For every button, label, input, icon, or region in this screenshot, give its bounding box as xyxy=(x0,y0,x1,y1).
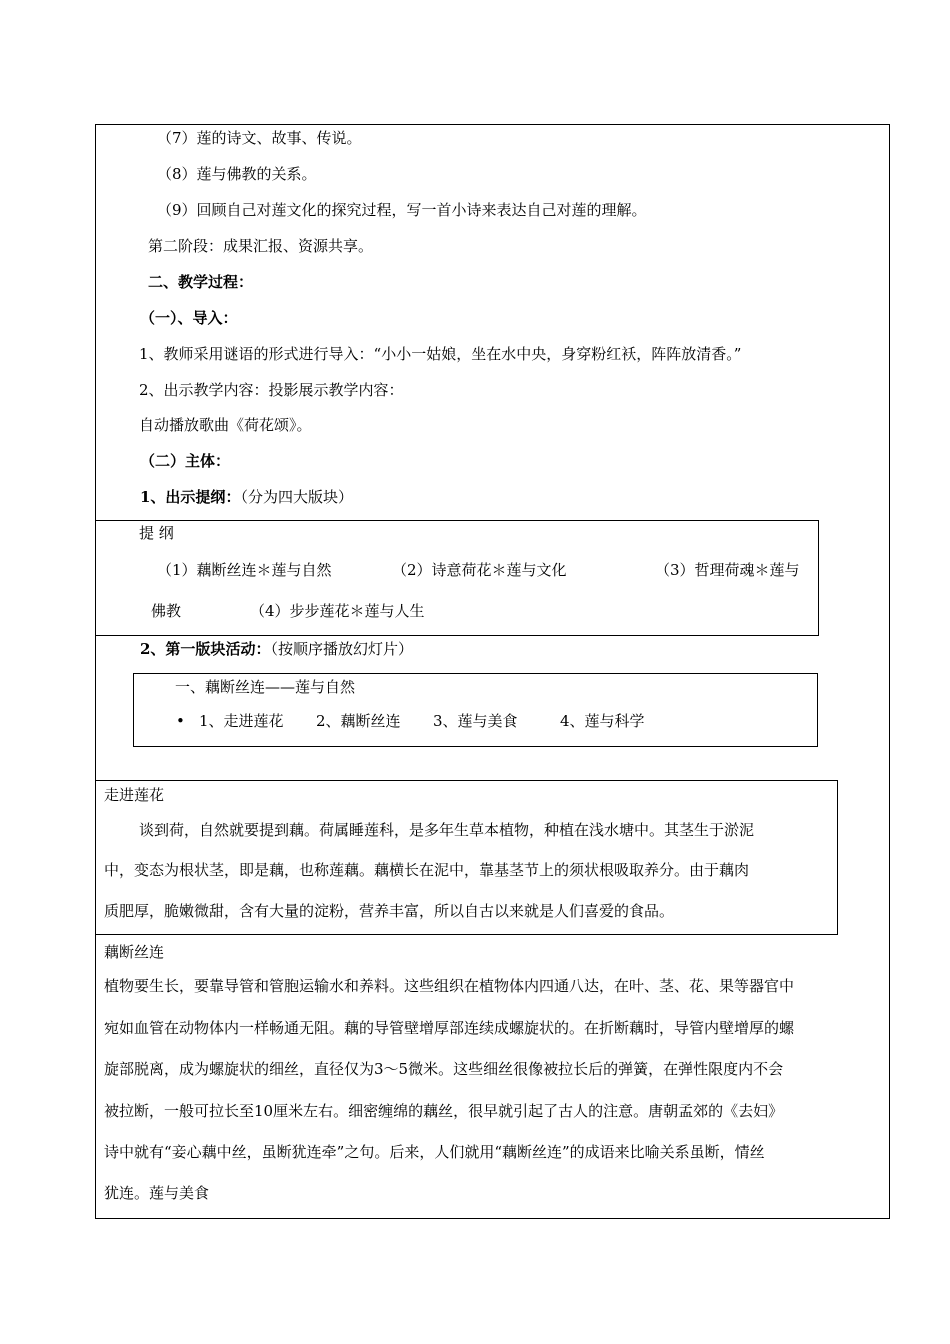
walk-title: 走进莲花 xyxy=(104,786,165,804)
block1-title: 一、藕断丝连——莲与自然 xyxy=(175,678,356,696)
outline-block-2: （2）诗意荷花＊莲与文化 xyxy=(392,561,567,579)
intro-line-2: 2、出示教学内容：投影展示教学内容： xyxy=(139,381,404,399)
block1-bullet: • xyxy=(176,712,185,730)
block1-heading-note: （按顺序播放幻灯片） xyxy=(270,640,413,658)
stage-two: 第二阶段：成果汇报、资源共享。 xyxy=(148,237,374,255)
outline-block-1: （1）藕断丝连＊莲与自然 xyxy=(157,561,332,579)
process-heading: 二、教学过程： xyxy=(148,273,254,291)
outline-block-3: （3）哲理荷魂＊莲与 xyxy=(655,561,800,579)
silk-title: 藕断丝连 xyxy=(104,943,165,961)
intro-line-3: 自动播放歌曲《荷花颂》。 xyxy=(139,416,312,434)
walk-line-2: 中，变态为根状茎，即是藕，也称莲藕。藕横长在泥中，靠基茎节上的须状根吸取养分。由于藕肉 xyxy=(104,861,750,879)
walk-line-1: 谈到荷，自然就要提到藕。荷属睡莲科，是多年生草本植物，种植在浅水塘中。其茎生于淤泥 xyxy=(139,821,755,839)
silk-line-1: 植物要生长，要靠导管和管胞运输水和养料。这些组织在植物体内四通八达，在叶、茎、花、果等器官中 xyxy=(104,977,795,995)
silk-line-5: 诗中就有“妾心藕中丝，虽断犹连牵”之句。后来，人们就用“藕断丝连”的成语来比喻关系虽断，情丝 xyxy=(104,1143,765,1161)
main-heading: （二）主体： xyxy=(140,452,231,470)
outline-heading-bold: 1、出示提纲： xyxy=(140,488,241,506)
silk-line-4: 被拉断，一般可拉长至10厘米左右。细密缠绵的藕丝，很早就引起了古人的注意。唐朝孟郊的《去妇》 xyxy=(104,1102,784,1120)
block1-heading-bold: 2、第一版块活动： xyxy=(140,640,271,658)
intro-heading: （一）、导入： xyxy=(140,309,238,327)
block1-item-1: 1、走进莲花 xyxy=(199,712,284,730)
walk-line-3: 质肥厚，脆嫩微甜，含有大量的淀粉，营养丰富，所以自古以来就是人们喜爱的食品。 xyxy=(104,902,675,920)
silk-line-3: 旋部脱离，成为螺旋状的细丝，直径仅为3～5微米。这些细丝很像被拉长后的弹簧，在弹性限度内不会 xyxy=(104,1060,784,1078)
intro-line-1: 1、教师采用谜语的形式进行导入：“小小一姑娘，坐在水中央，身穿粉红袄，阵阵放清香。” xyxy=(139,345,742,363)
block1-item-4: 4、莲与科学 xyxy=(560,712,645,730)
item-8: （8）莲与佛教的关系。 xyxy=(157,165,317,183)
outline-heading xyxy=(140,487,353,507)
silk-line-2: 宛如血管在动物体内一样畅通无阻。藕的导管壁增厚部连续成螺旋状的。在折断藕时，导管内壁增厚的螺 xyxy=(104,1019,795,1037)
block1-item-3: 3、莲与美食 xyxy=(433,712,518,730)
item-9: （9）回顾自己对莲文化的探究过程，写一首小诗来表达自己对莲的理解。 xyxy=(157,201,647,219)
outline-title: 提 纲 xyxy=(139,524,174,542)
outline-block-4: （4）步步莲花＊莲与人生 xyxy=(250,602,425,620)
silk-line-6: 犹连。莲与美食 xyxy=(104,1184,210,1202)
outline-block-3-cont: 佛教 xyxy=(151,602,182,620)
block1-heading xyxy=(140,639,413,659)
block1-item-2: 2、藕断丝连 xyxy=(316,712,401,730)
item-7: （7）莲的诗文、故事、传说。 xyxy=(157,129,362,147)
outline-heading-note: （分为四大版块） xyxy=(240,488,353,506)
